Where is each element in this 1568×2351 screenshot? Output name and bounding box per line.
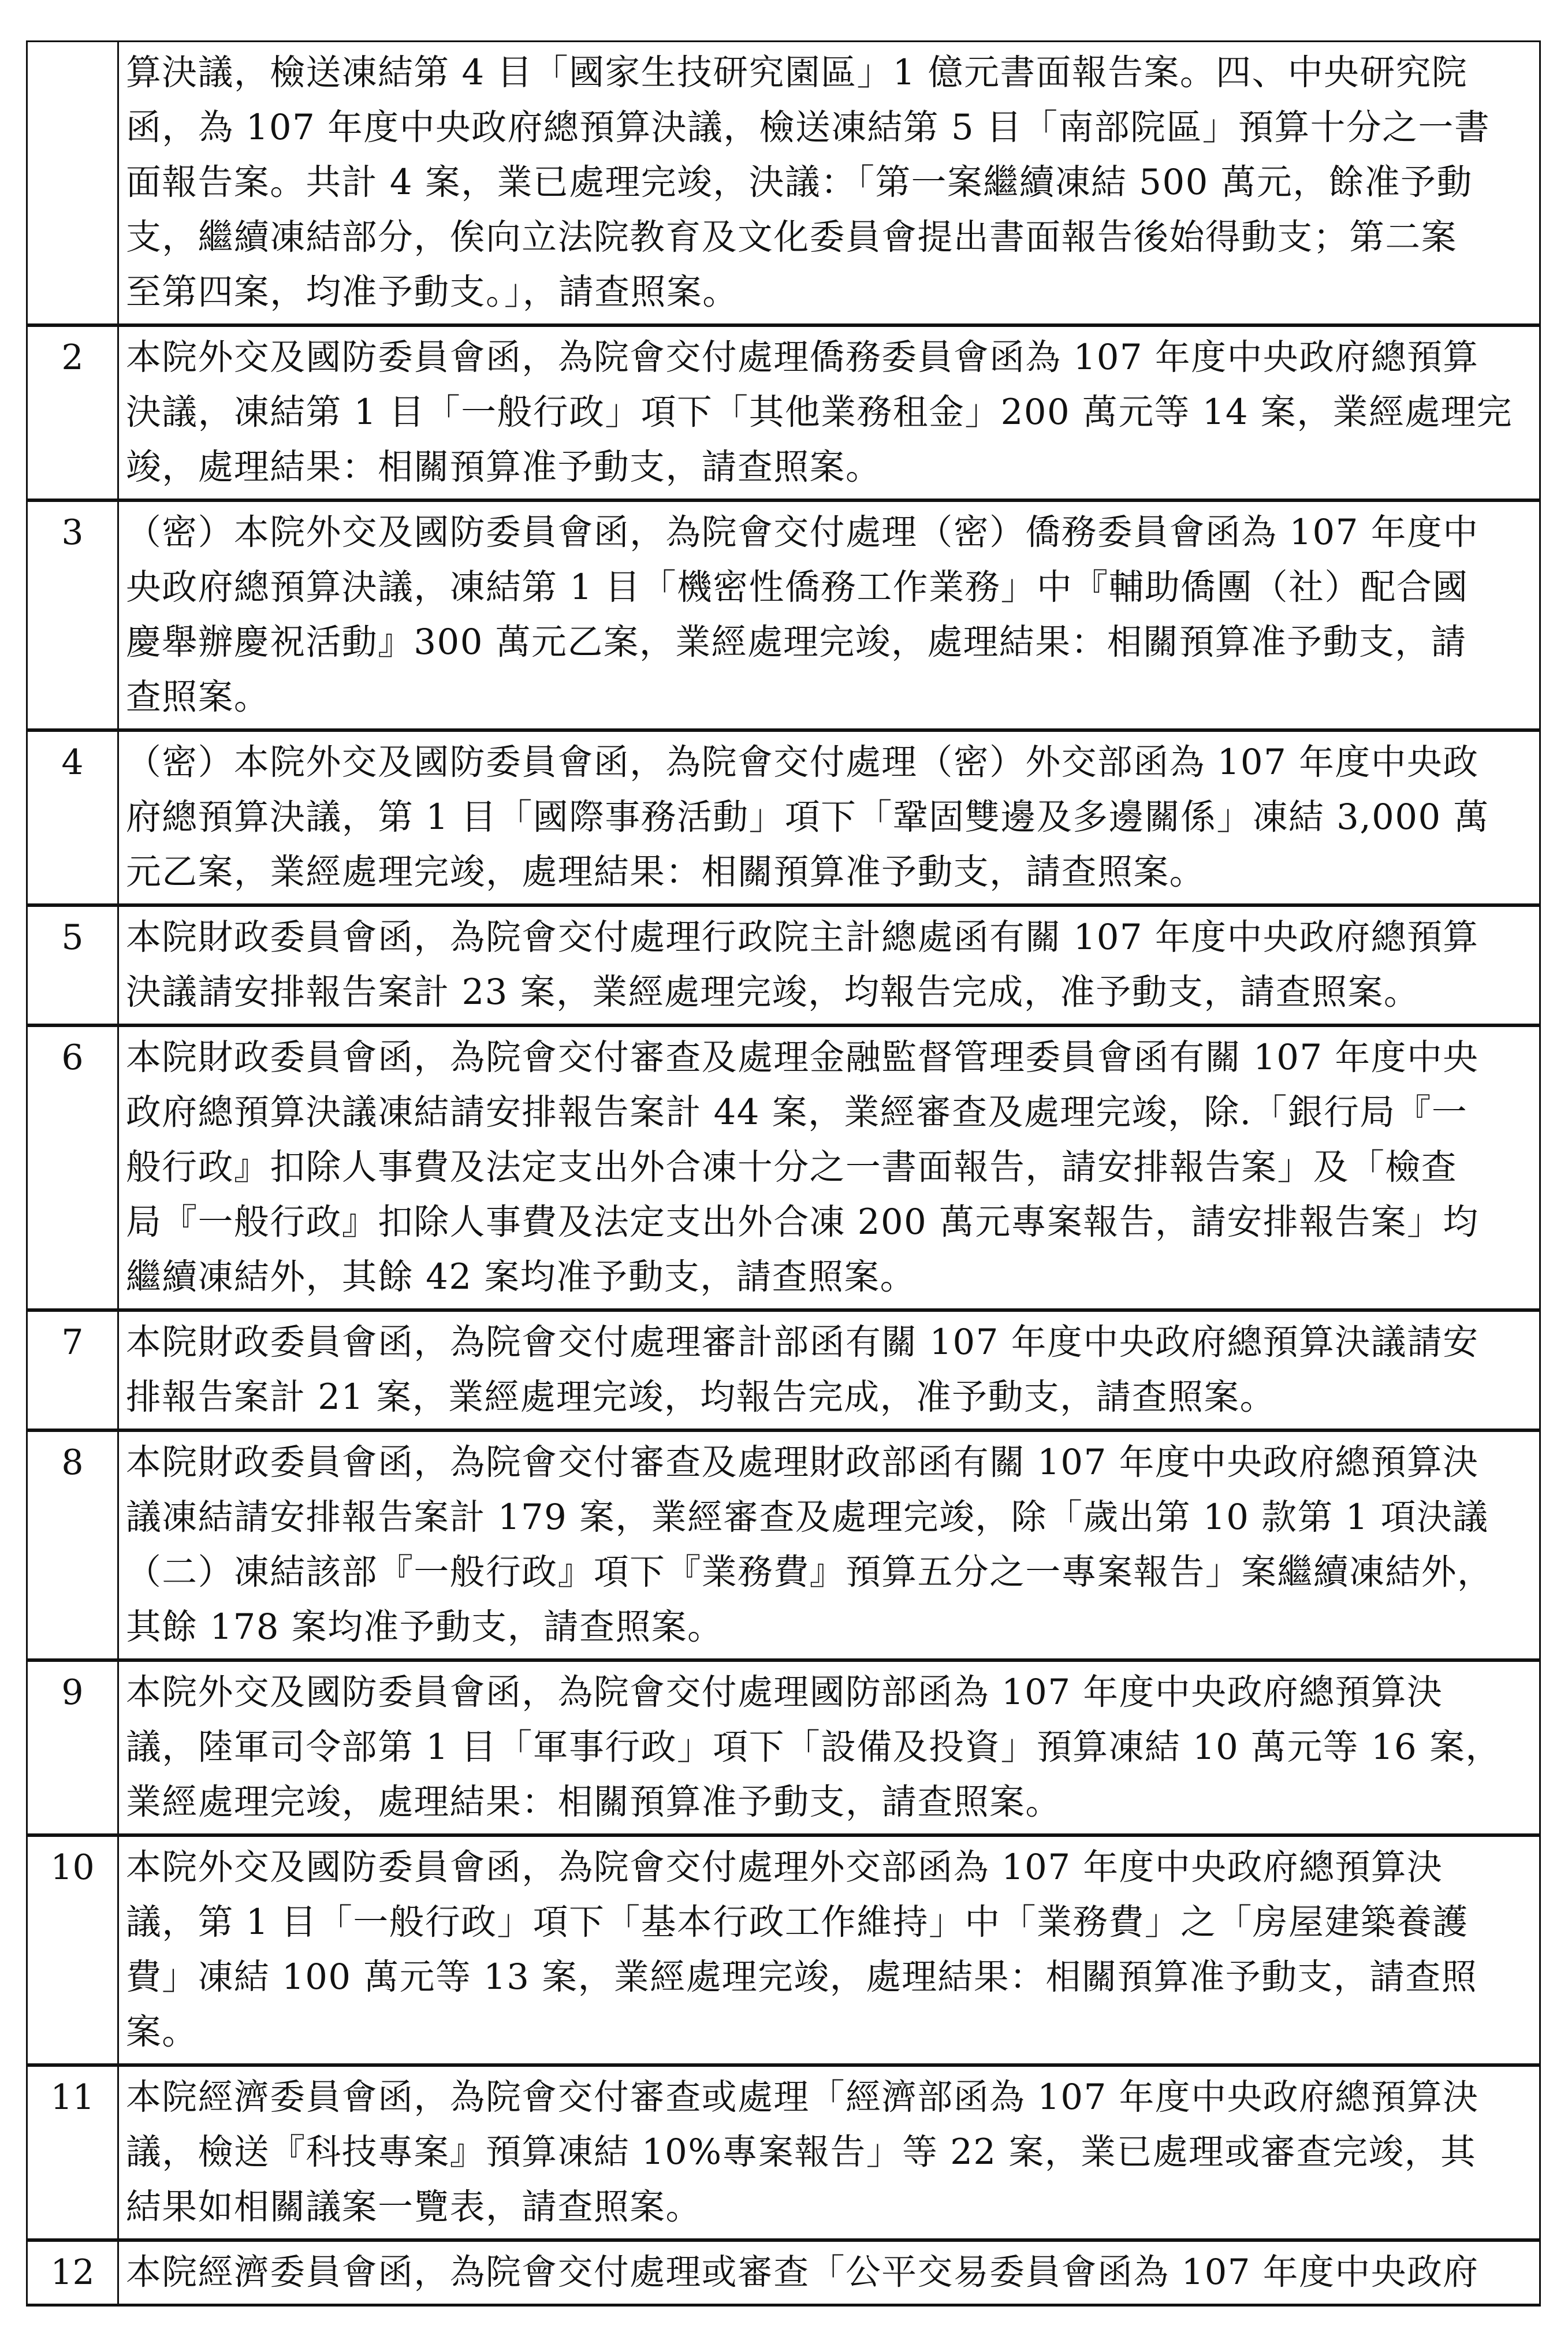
row-number: 3	[28, 502, 119, 728]
table-row	[28, 1024, 1539, 1308]
table-row	[28, 499, 1539, 728]
table-row	[28, 728, 1539, 903]
text-line: 支，繼續凍結部分，俟向立法院教育及文化委員會提出書面報告後始得動支；第二案	[126, 217, 1457, 258]
text-line: 業經處理完竣，處理結果：相關預算准予動支，請查照案。	[126, 1782, 1062, 1822]
text-line: 排報告案計 21 案，業經處理完竣，均報告完成，准予動支，請查照案。	[126, 1377, 1276, 1418]
agenda-table	[26, 40, 1541, 2307]
text-line: 本院財政委員會函，為院會交付處理審計部函有關 107 年度中央政府總預算決議請安	[126, 1322, 1479, 1363]
text-line: 決議請安排報告案計 23 案，業經處理完竣，均報告完成，准予動支，請查照案。	[126, 972, 1420, 1013]
text-line: 央政府總預算決議，凍結第 1 目「機密性僑務工作業務」中『輔助僑團（社）配合國	[126, 567, 1469, 608]
text-line: 其餘 178 案均准予動支，請查照案。	[126, 1607, 724, 1647]
text-line: 般行政』扣除人事費及法定支出外合凍十分之一書面報告，請安排報告案」及「檢查	[126, 1147, 1457, 1188]
row-number: 6	[28, 1027, 119, 1308]
text-line: 本院經濟委員會函，為院會交付審查或處理「經濟部函為 107 年度中央政府總預算決	[126, 2077, 1479, 2118]
table-row	[28, 1833, 1539, 2063]
row-content	[119, 2067, 1539, 2238]
text-line: 竣，處理結果：相關預算准予動支，請查照案。	[126, 447, 882, 488]
text-line: 局『一般行政』扣除人事費及法定支出外合凍 200 萬元專案報告，請安排報告案」均	[126, 1202, 1479, 1243]
table-row	[28, 903, 1539, 1024]
row-number: 9	[28, 1662, 119, 1833]
row-number: 5	[28, 907, 119, 1024]
table-row	[28, 323, 1539, 499]
text-line: 慶舉辦慶祝活動』300 萬元乙案，業經處理完竣，處理結果：相關預算准予動支，請	[126, 622, 1467, 663]
text-line: 本院財政委員會函，為院會交付處理行政院主計總處函有關 107 年度中央政府總預算	[126, 917, 1479, 958]
text-line: 函，為 107 年度中央政府總預算決議，檢送凍結第 5 目「南部院區」預算十分之一書	[126, 107, 1491, 148]
row-number: 11	[28, 2067, 119, 2238]
table-row	[28, 1308, 1539, 1429]
row-number: 8	[28, 1432, 119, 1658]
row-content	[119, 1312, 1539, 1429]
text-line: 結果如相關議案一覽表，請查照案。	[126, 2187, 702, 2227]
table-row	[28, 2063, 1539, 2238]
row-number: 12	[28, 2242, 119, 2304]
text-line: 繼續凍結外，其餘 42 案均准予動支，請查照案。	[126, 1257, 916, 1297]
row-content	[119, 327, 1539, 499]
text-line: 政府總預算決議凍結請安排報告案計 44 案，業經審查及處理完竣，除.「銀行局『一	[126, 1092, 1468, 1133]
text-line: 本院財政委員會函，為院會交付審查及處理金融監督管理委員會函有關 107 年度中央	[126, 1037, 1479, 1078]
row-number: 7	[28, 1312, 119, 1429]
row-content	[119, 42, 1539, 323]
text-line: （密）本院外交及國防委員會函，為院會交付處理（密）外交部函為 107 年度中央政	[126, 742, 1479, 783]
text-line: 議，第 1 目「一般行政」項下「基本行政工作維持」中「業務費」之「房屋建築養護	[126, 1902, 1469, 1943]
table-row	[28, 2238, 1539, 2304]
text-line: 本院財政委員會函，為院會交付審查及處理財政部函有關 107 年度中央政府總預算決	[126, 1442, 1479, 1483]
text-line: 查照案。	[126, 677, 270, 717]
text-line: 議，檢送『科技專案』預算凍結 10%專案報告」等 22 案，業已處理或審查完竣，其	[126, 2132, 1477, 2173]
text-line: 費」凍結 100 萬元等 13 案，業經處理完竣，處理結果：相關預算准予動支，請查照	[126, 1957, 1478, 1997]
text-line: 議，陸軍司令部第 1 目「軍事行政」項下「設備及投資」預算凍結 10 萬元等 16 案，	[126, 1727, 1502, 1768]
text-line: 面報告案。共計 4 案，業已處理完竣，決議：「第一案繼續凍結 500 萬元，餘准予動	[126, 162, 1473, 203]
text-line: 本院外交及國防委員會函，為院會交付處理外交部函為 107 年度中央政府總預算決	[126, 1847, 1443, 1888]
row-content	[119, 502, 1539, 728]
row-content	[119, 907, 1539, 1024]
text-line: 本院外交及國防委員會函，為院會交付處理僑務委員會函為 107 年度中央政府總預算	[126, 337, 1479, 378]
row-content	[119, 732, 1539, 903]
text-line: 議凍結請安排報告案計 179 案，業經審查及處理完竣，除「歲出第 10 款第 1 項決議	[126, 1497, 1489, 1538]
text-line: 本院經濟委員會函，為院會交付處理或審查「公平交易委員會函為 107 年度中央政府	[126, 2252, 1479, 2293]
row-number: 2	[28, 327, 119, 499]
row-content	[119, 1027, 1539, 1308]
row-number	[28, 42, 119, 323]
table-row	[28, 42, 1539, 323]
row-content	[119, 1432, 1539, 1658]
text-line: 算決議，檢送凍結第 4 目「國家生技研究園區」1 億元書面報告案。四、中央研究院	[126, 53, 1468, 93]
text-line: （二）凍結該部『一般行政』項下『業務費』預算五分之一專案報告」案繼續凍結外，	[126, 1552, 1493, 1593]
text-line: 本院外交及國防委員會函，為院會交付處理國防部函為 107 年度中央政府總預算決	[126, 1672, 1443, 1713]
text-line: 決議，凍結第 1 目「一般行政」項下「其他業務租金」200 萬元等 14 案，業經處理完	[126, 392, 1513, 433]
text-line: 至第四案，均准予動支。」，請查照案。	[126, 272, 739, 313]
text-line: 案。	[126, 2012, 198, 2052]
text-line: （密）本院外交及國防委員會函，為院會交付處理（密）僑務委員會函為 107 年度中	[126, 512, 1479, 553]
row-content	[119, 1837, 1539, 2063]
text-line: 元乙案，業經處理完竣，處理結果：相關預算准予動支，請查照案。	[126, 852, 1205, 892]
text-line: 府總預算決議，第 1 目「國際事務活動」項下「鞏固雙邊及多邊關係」凍結 3,000 萬	[126, 797, 1489, 838]
row-content	[119, 2242, 1539, 2304]
row-number: 10	[28, 1837, 119, 2063]
table-row	[28, 1429, 1539, 1658]
table-row	[28, 1658, 1539, 1833]
row-content	[119, 1662, 1539, 1833]
row-number: 4	[28, 732, 119, 903]
